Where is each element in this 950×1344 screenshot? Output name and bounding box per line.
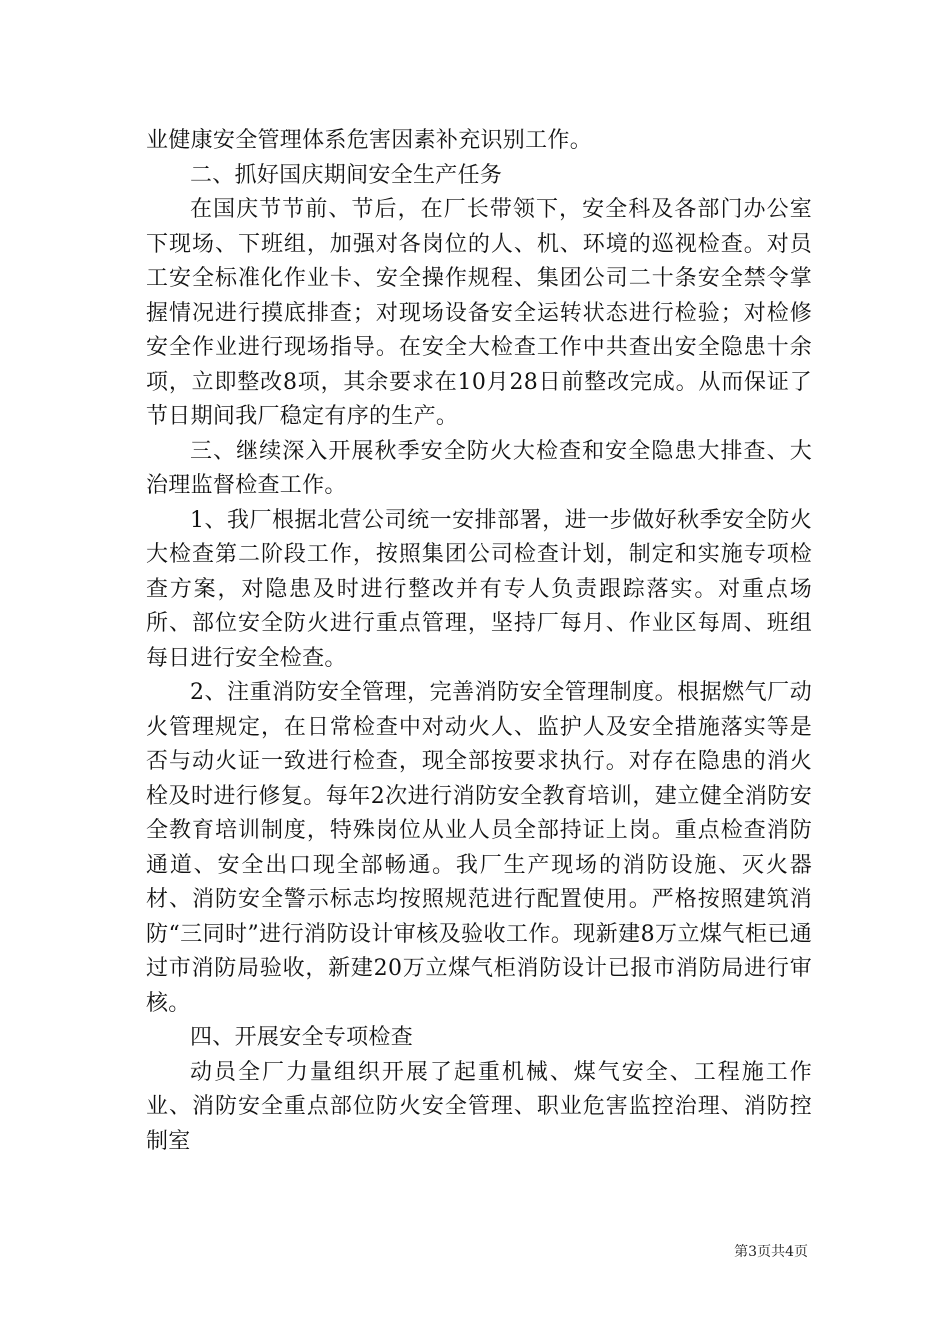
section-heading: 三、继续深入开展秋季安全防火大检查和安全隐患大排查、大治理监督检查工作。 xyxy=(146,438,812,498)
paragraph: 2、注重消防安全管理，完善消防安全管理制度。根据燃气厂动火管理规定，在日常检查中对动火人、监护人及安全措施落实等是否与动火证一致进行检查，现全部按要求执行。对存在隐患的消火栓及时进行修复。每年2次进行消防安全教育培训，建立健全消防安全教育培训制度，特殊岗位从业人员全部持证上岗。重点检查消防通道、安全出口现全部畅通。我厂生产现场的消防设施、灭火器材、消防安全警示标志均按照规范进行配置使用。严格按照建筑消防“三同时”进行消防设计审核及验收工作。现新建8万立煤气柜已通过市消防局验收，新建20万立煤气柜消防设计已报市消防局进行审核。 xyxy=(146,680,812,1016)
section-heading: 二、抓好国庆期间安全生产任务 xyxy=(190,162,503,188)
body-text xyxy=(146,124,812,1159)
paragraph: 动员全厂力量组织开展了起重机械、煤气安全、工程施工作业、消防安全重点部位防火安全管理、职业危害监控治理、消防控制室 xyxy=(146,1059,812,1154)
section-heading: 四、开展安全专项检查 xyxy=(190,1025,414,1050)
paragraph: 在国庆节节前、节后，在厂长带领下，安全科及各部门办公室下现场、下班组，加强对各岗位的人、机、环境的巡视检查。对员工安全标准化作业卡、安全操作规程、集团公司二十条安全禁令掌握情况进行摸底排查；对现场设备安全运转状态进行检验；对检修安全作业进行现场指导。在安全大检查工作中共查出安全隐患十余项，立即整改8项，其余要求在10月28日前整改完成。从而保证了节日期间我厂稳定有序的生产。 xyxy=(146,197,812,429)
paragraph: 1、我厂根据北营公司统一安排部署，进一步做好秋季安全防火大检查第二阶段工作，按照集团公司检查计划，制定和实施专项检查方案，对隐患及时进行整改并有专人负责跟踪落实。对重点场所、部位安全防火进行重点管理，坚持厂每月、作业区每周、班组每日进行安全检查。 xyxy=(146,507,812,671)
paragraph: 业健康安全管理体系危害因素补充识别工作。 xyxy=(146,128,593,153)
page-number: 第3页共4页 xyxy=(734,1244,808,1260)
